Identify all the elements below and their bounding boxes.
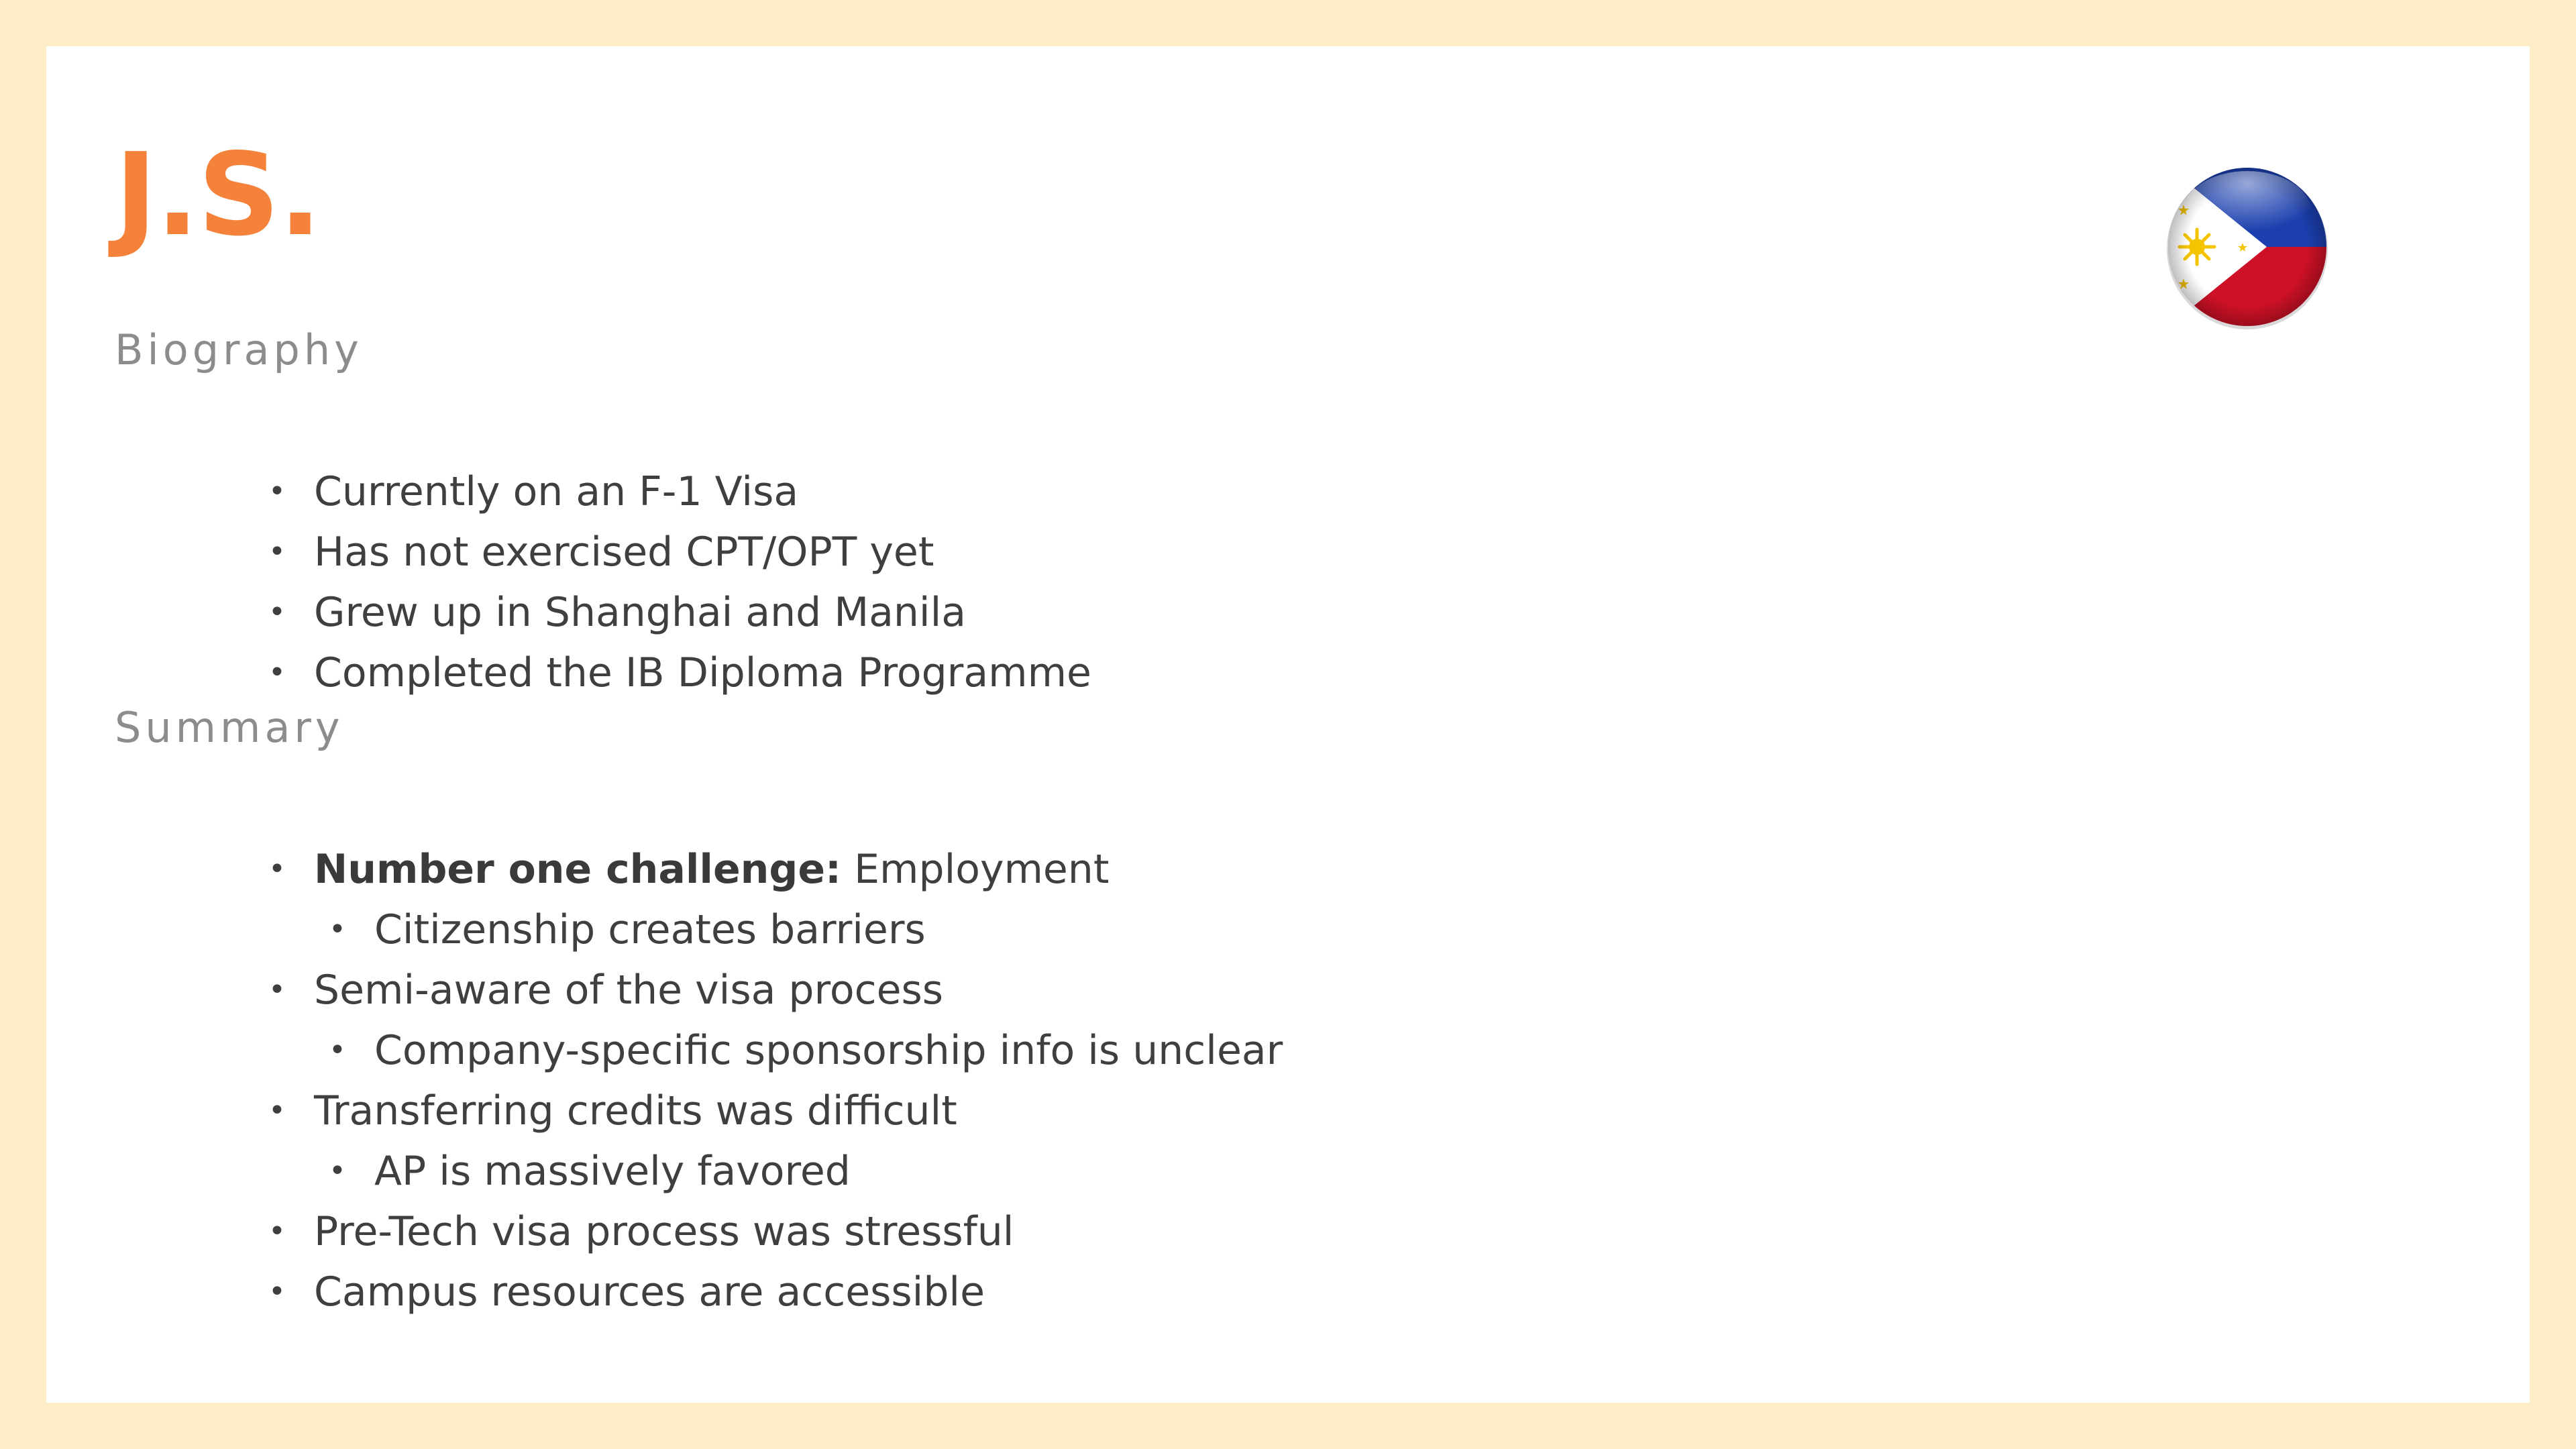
list-item: • Completed the IB Diploma Programme [268, 643, 1091, 703]
list-item: • Transferring credits was difficult [268, 1081, 1283, 1141]
list-item: • Semi-aware of the visa process [268, 960, 1283, 1020]
person-name: J.S. [115, 129, 321, 262]
summary-list [268, 839, 1283, 1322]
list-item: • Campus resources are accessible [268, 1262, 1283, 1322]
list-item: • Pre-Tech visa process was stressful [268, 1201, 1283, 1262]
list-item [268, 839, 1283, 900]
list-item: • Has not exercised CPT/OPT yet [268, 522, 1091, 582]
list-item: • Currently on an F-1 Visa [268, 462, 1091, 522]
challenge-value: Employment [841, 846, 1110, 893]
biography-heading: Biography [115, 325, 363, 374]
philippines-flag-icon [2165, 164, 2330, 329]
summary-heading: Summary [115, 703, 344, 752]
list-item: • Grew up in Shanghai and Manila [268, 582, 1091, 643]
sub-list-item: • Citizenship creates barriers [268, 900, 1283, 960]
sub-list-item: • AP is massively favored [268, 1141, 1283, 1201]
biography-list [268, 462, 1091, 703]
sub-list-item: • Company-specific sponsorship info is unclear [268, 1020, 1283, 1081]
challenge-label: Number one challenge: [314, 846, 842, 893]
